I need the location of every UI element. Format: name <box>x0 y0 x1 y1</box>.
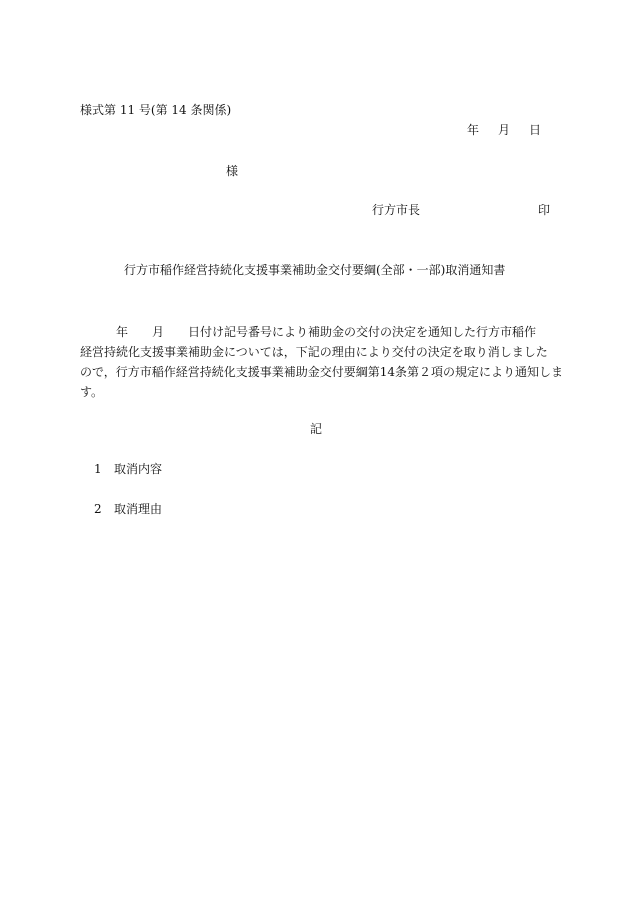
item-label: 取消内容 <box>114 462 163 476</box>
body-line-3: ので，行方市稲作経営持続化支援事業補助金交付要綱第14条第２項の規定により通知しま <box>80 365 564 379</box>
date-day-label: 日 <box>529 123 542 137</box>
seal-mark: 印 <box>538 203 551 217</box>
list-item <box>94 463 162 475</box>
form-number: 様式第 11 号(第 14 条関係) <box>80 103 232 117</box>
body-paragraph <box>80 322 564 402</box>
body-line-4: す。 <box>80 385 104 399</box>
list-item <box>94 503 162 515</box>
date-month-label: 月 <box>498 123 511 137</box>
date-year-label: 年 <box>467 123 480 137</box>
body-line-2: 経営持続化支援事業補助金については，下記の理由により交付の決定を取り消しました <box>80 345 548 359</box>
item-number: 2 <box>94 502 102 516</box>
ki-heading: 記 <box>310 422 323 436</box>
body-line-1: 年 月 日付け記号番号により補助金の交付の決定を通知した行方市稲作 <box>116 325 537 339</box>
sender-line <box>372 204 550 216</box>
date-line <box>467 124 541 136</box>
sender-title: 行方市長 <box>372 203 421 217</box>
addressee-honorific: 様 <box>226 164 239 178</box>
item-label: 取消理由 <box>114 502 163 516</box>
item-number: 1 <box>94 462 102 476</box>
document-title: 行方市稲作経営持続化支援事業補助金交付要綱(全部・一部)取消通知書 <box>124 263 506 277</box>
